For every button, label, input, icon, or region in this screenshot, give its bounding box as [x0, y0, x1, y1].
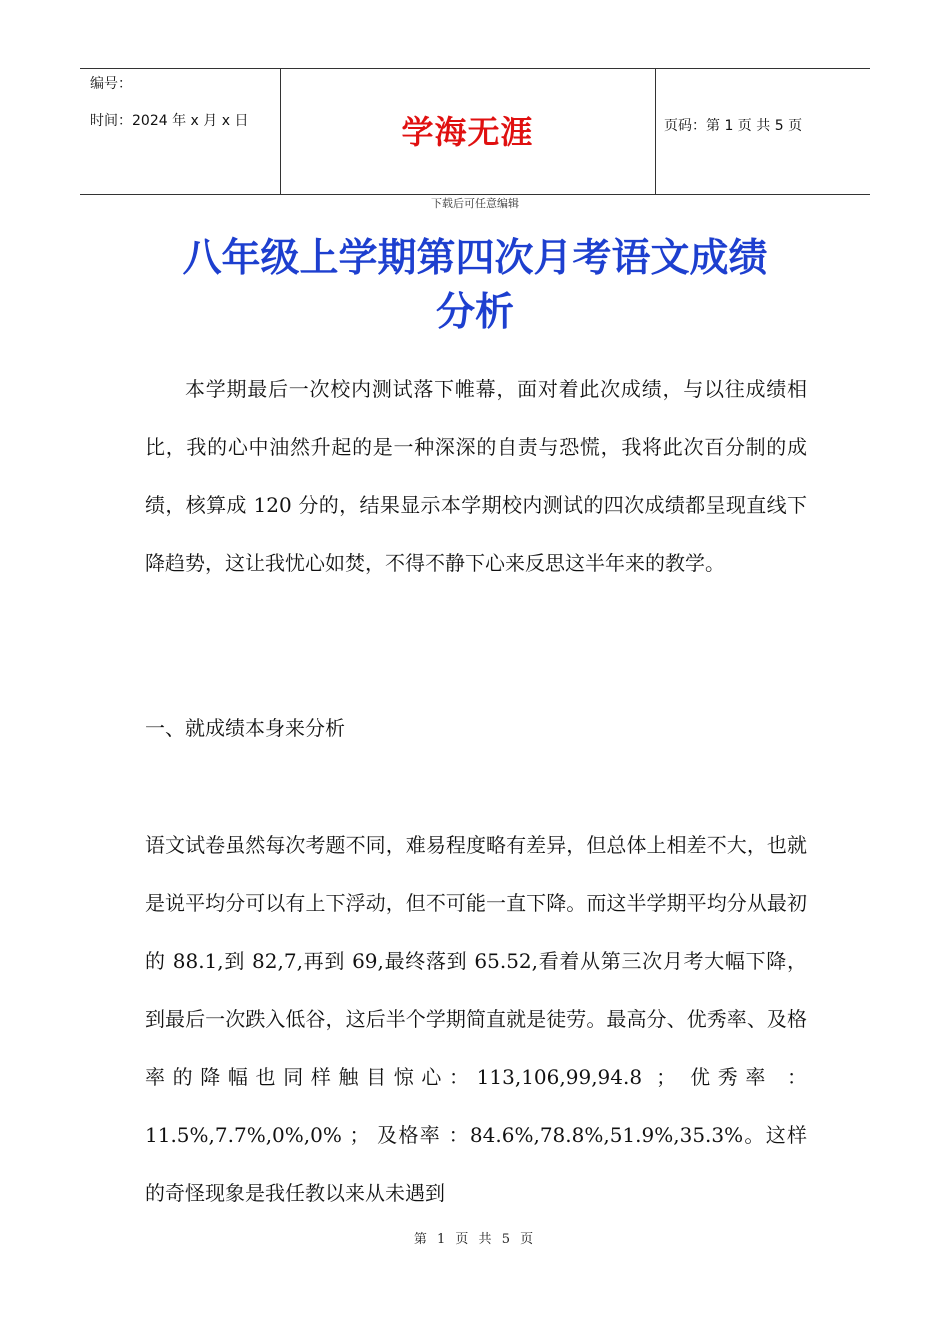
paragraph-intro: 本学期最后一次校内测试落下帷幕，面对着此次成绩，与以往成绩相比，我的心中油然升起的是一种深深的自责与恐慌，我将此次百分制的成绩，核算成 120 分的，结果显示本学期校内测试的四次成绩都呈现直线下降趋势，这让我忧心如焚，不得不静下心来反思这半年来的教学。: [145, 377, 807, 575]
title-line-1: 八年级上学期第四次月考语文成绩: [182, 236, 768, 281]
document-number-label: 编号：: [90, 76, 132, 92]
brand-logo-text: 学海无涯: [401, 113, 534, 151]
page-info: 页码：第 1 页 共 5 页: [664, 118, 803, 134]
document-title: [120, 232, 830, 340]
page-footer: 第 1 页 共 5 页: [413, 1232, 537, 1247]
title-line-2: 分析: [435, 290, 514, 335]
header-divider-right: [655, 69, 656, 194]
header-table: [80, 68, 870, 195]
section-heading-1: 一、就成绩本身来分析: [145, 716, 345, 740]
download-note: 下载后可任意编辑: [431, 197, 519, 210]
document-time-label: 时间：2024 年 x 月 x 日: [90, 113, 249, 129]
paragraph-score-analysis: 语文试卷虽然每次考题不同，难易程度略有差异，但总体上相差不大，也就是说平均分可以有上下浮动，但不可能一直下降。而这半学期平均分从最初的 88.1,到 82,7,再到 69,最终落到 65.52,看着从第三次月考大幅下降，到最后一次跌入低谷，这后半个学期简直就是徒劳。最高分、优秀率、及格率的降幅也同样触目惊心：113,106,99,94.8 ； 优秀率 ： 11.5%,7.7%,0%,0% ； 及格率 ：84.6%,78.8%,51.9%,35.3%。这样的奇怪现象是我任教以来从未遇到: [145, 833, 807, 1205]
